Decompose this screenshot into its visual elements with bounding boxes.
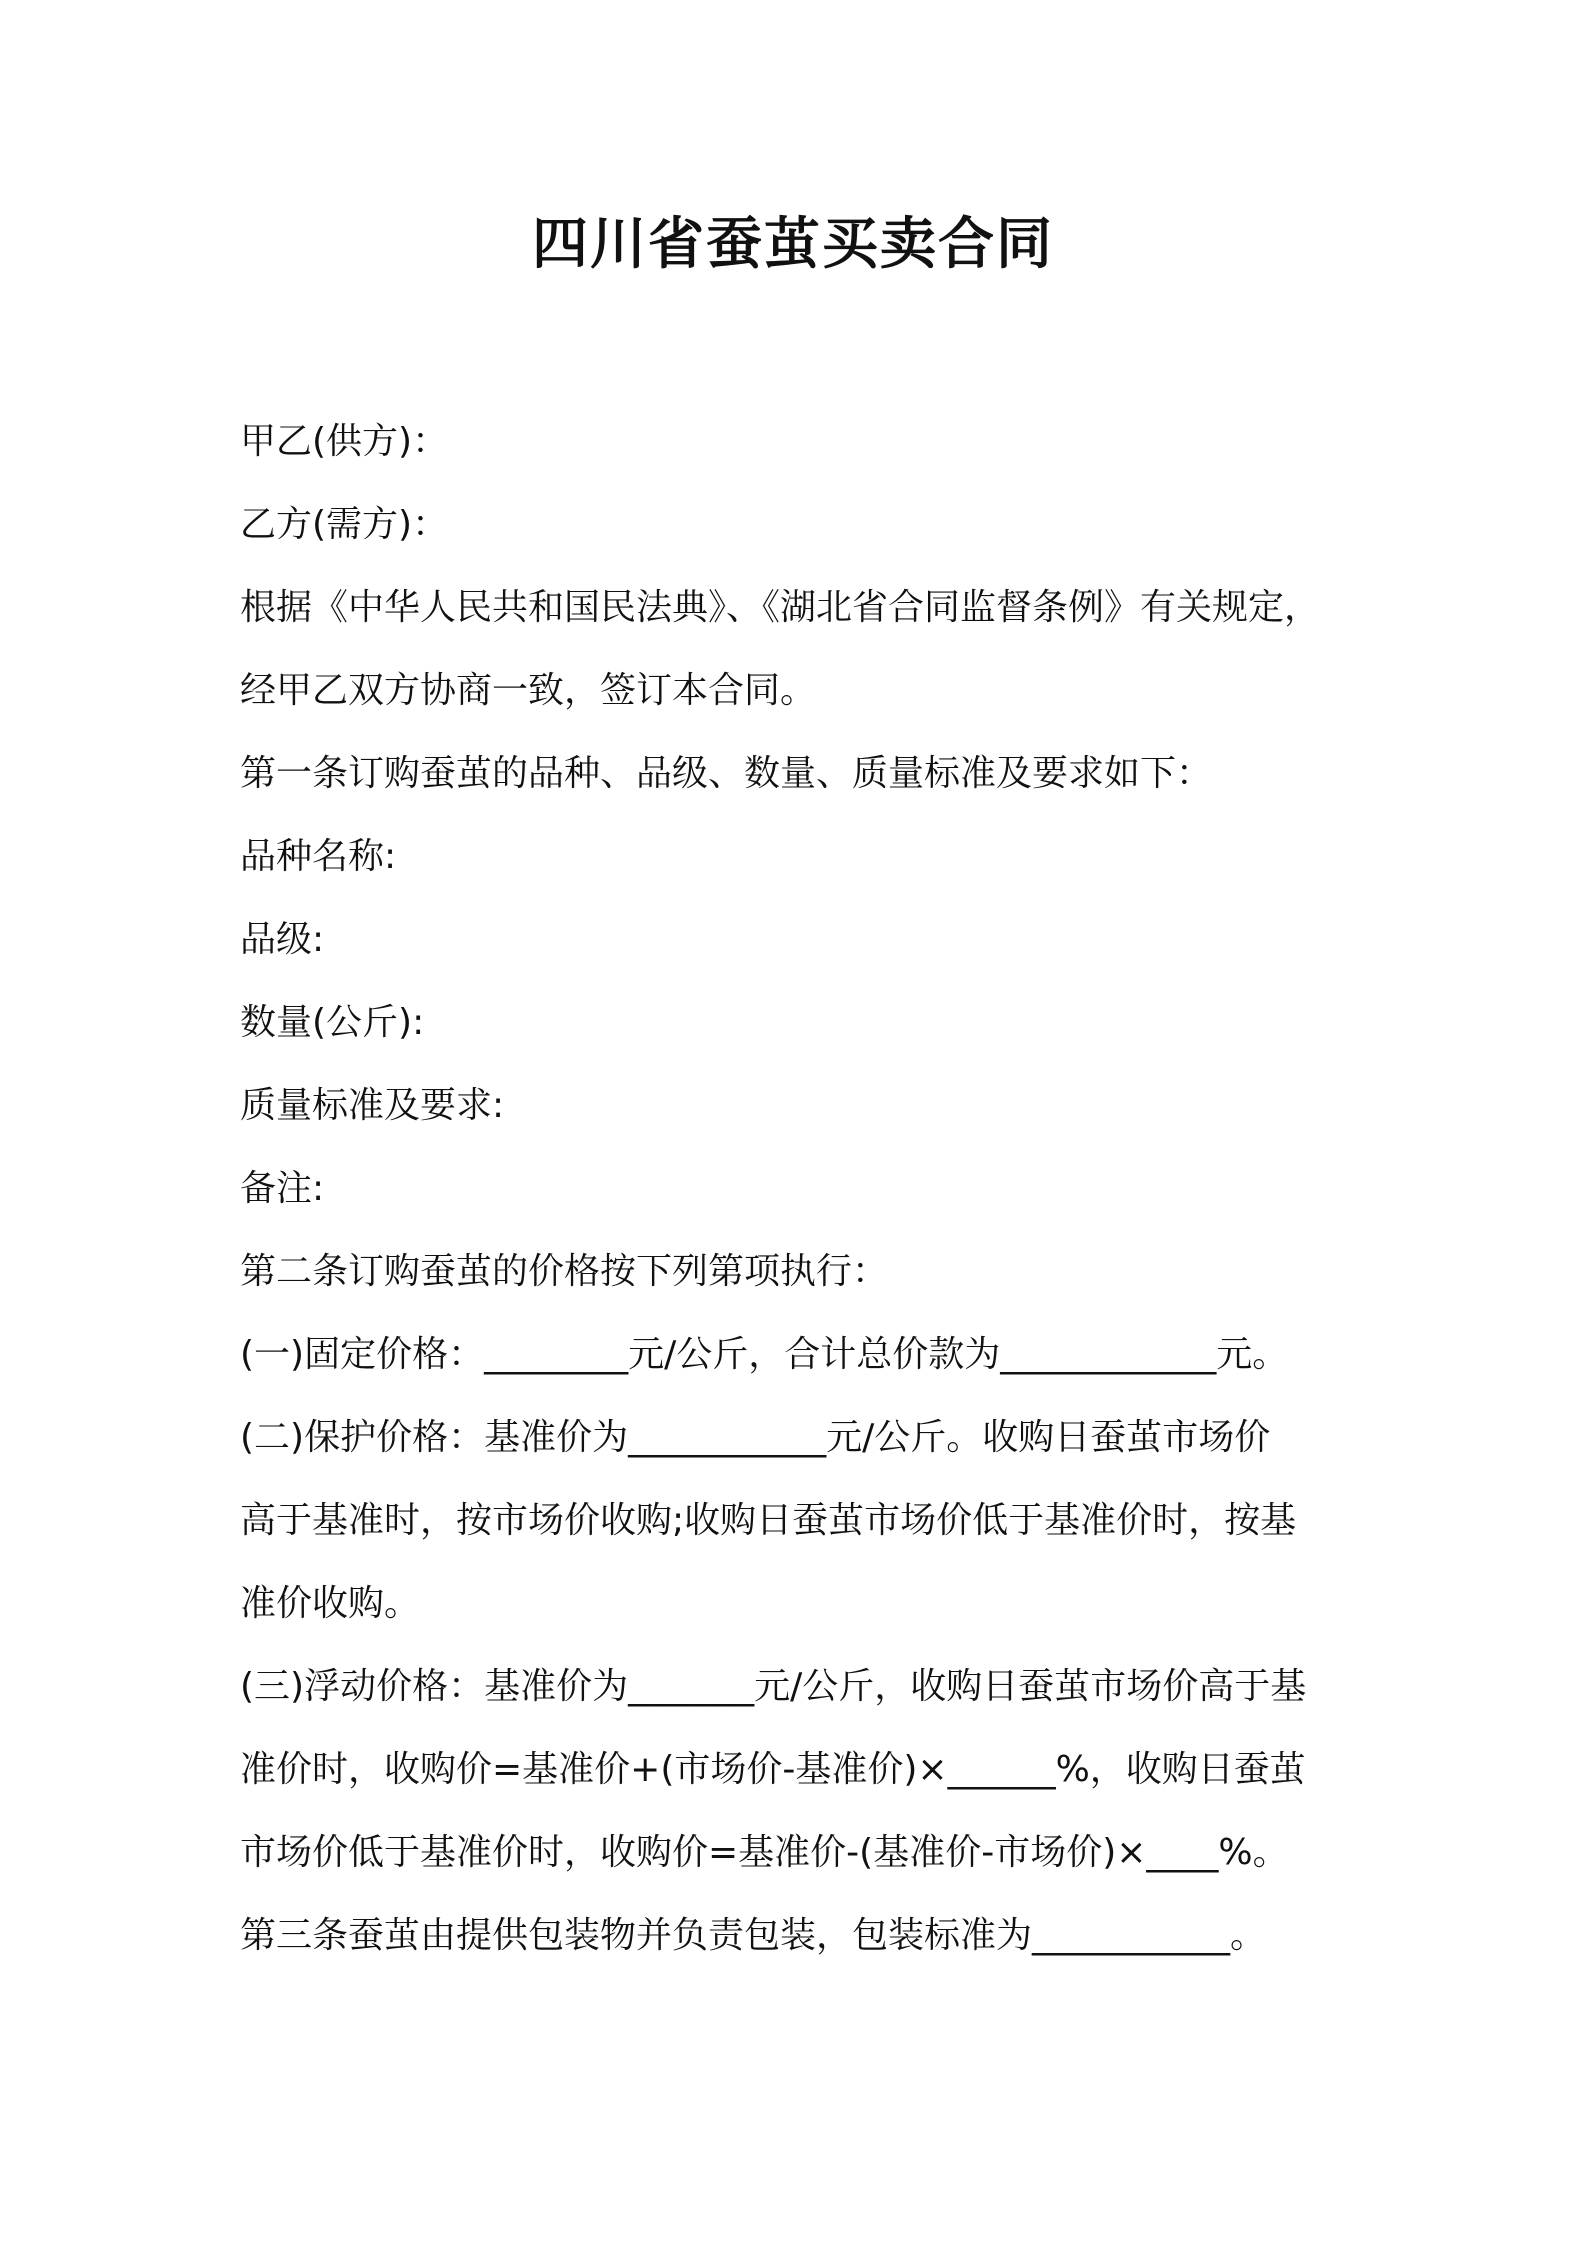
protected-price-clause-line-1: (二)保护价格：基准价为___________元/公斤。收购日蚕茧市场价 (240, 1417, 1271, 1458)
legal-basis-line-1: 根据《中华人民共和国民法典》、《湖北省合同监督条例》有关规定， (240, 587, 1321, 628)
article-1-heading: 第一条订购蚕茧的品种、品级、数量、质量标准及要求如下： (240, 753, 1213, 794)
legal-basis-line-2: 经甲乙双方协商一致，签订本合同。 (240, 670, 817, 711)
party-b-line: 乙方(需方)： (240, 504, 449, 545)
article-3-packaging-clause: 第三条蚕茧由提供包装物并负责包装，包装标准为___________。 (240, 1915, 1267, 1956)
fixed-price-clause: (一)固定价格：________元/公斤，合计总价款为____________元。 (240, 1334, 1289, 1375)
document-body (240, 400, 1380, 1977)
remarks-field: 备注: (240, 1168, 325, 1209)
variety-name-field: 品种名称: (240, 836, 397, 877)
floating-price-clause-line-3: 市场价低于基准价时，收购价=基准价-(基准价-市场价)×____%。 (240, 1832, 1289, 1873)
quantity-field: 数量(公斤): (240, 1002, 425, 1043)
protected-price-clause-line-3: 准价收购。 (240, 1583, 421, 1624)
protected-price-clause-line-2: 高于基准时，按市场价收购;收购日蚕茧市场价低于基准价时，按基 (240, 1500, 1297, 1541)
document-title: 四川省蚕茧买卖合同 (532, 212, 1054, 277)
party-a-line: 甲乙(供方)： (240, 421, 449, 462)
floating-price-clause-line-2: 准价时，收购价=基准价+(市场价-基准价)×______%，收购日蚕茧 (240, 1749, 1306, 1790)
quality-standard-field: 质量标准及要求: (240, 1085, 505, 1126)
grade-field: 品级: (240, 919, 325, 960)
floating-price-clause-line-1: (三)浮动价格：基准价为_______元/公斤，收购日蚕茧市场价高于基 (240, 1666, 1307, 1707)
article-2-heading: 第二条订购蚕茧的价格按下列第项执行： (240, 1251, 889, 1292)
